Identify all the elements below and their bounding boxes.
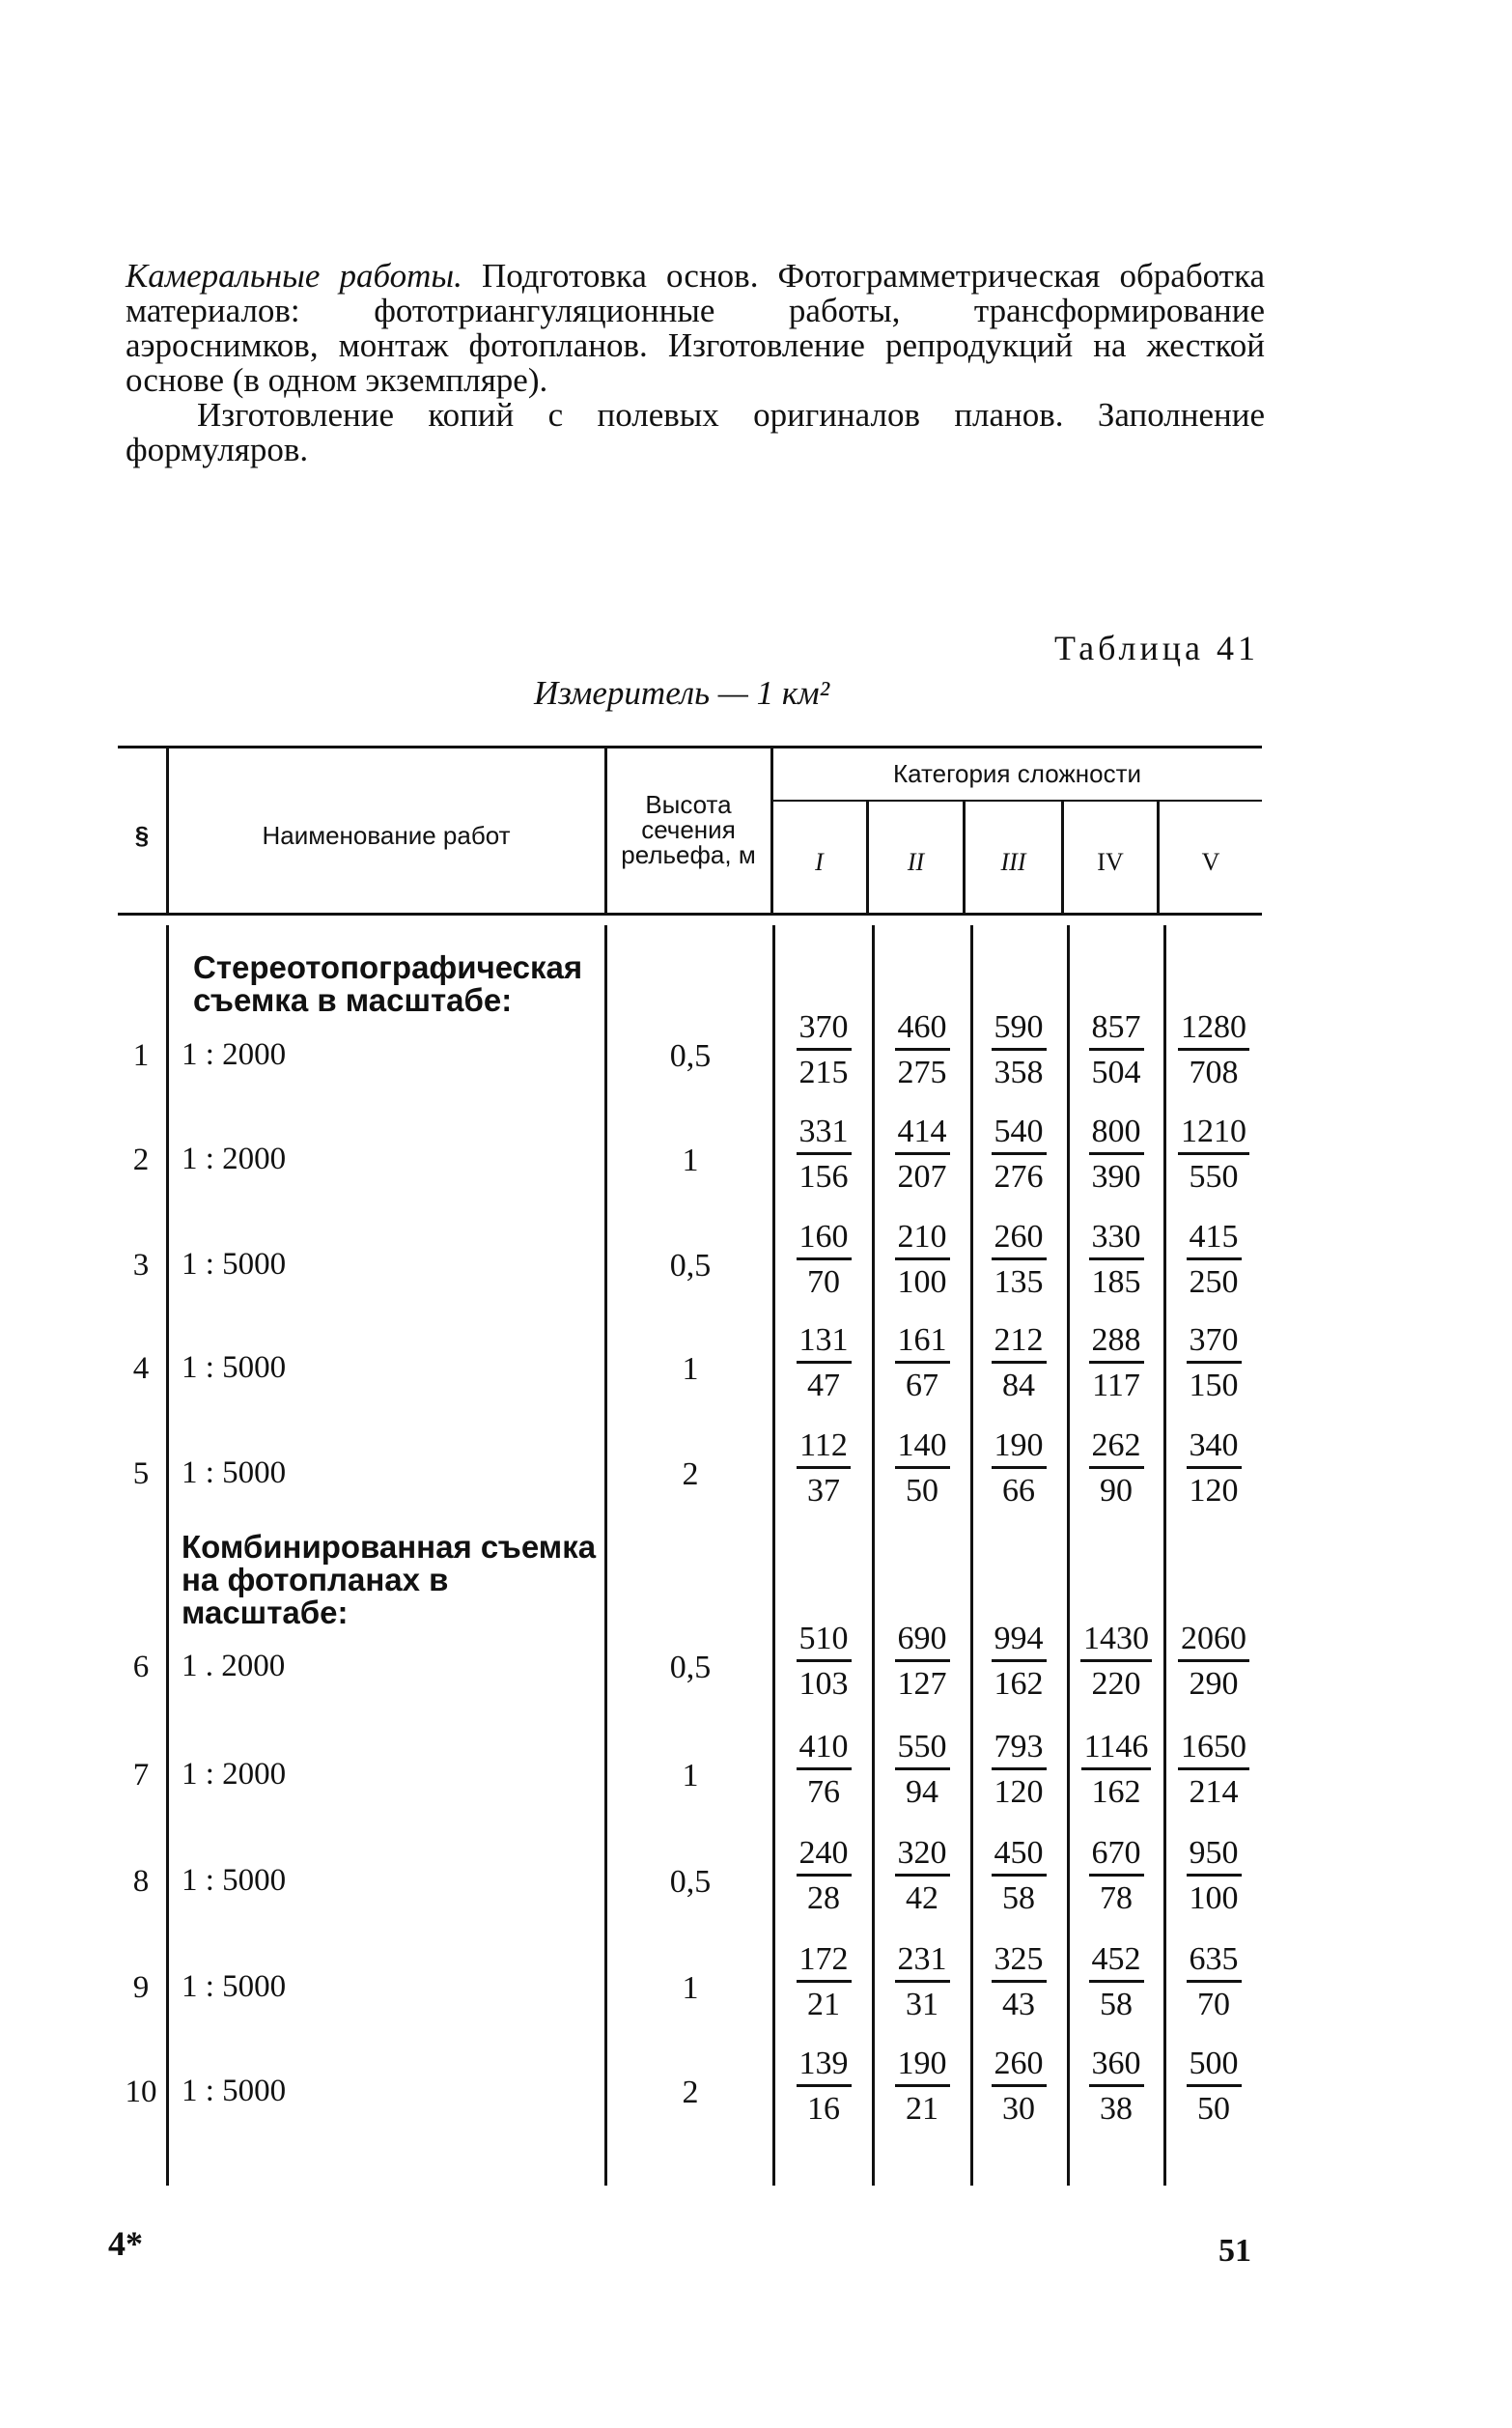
- value-denominator: 162: [1091, 1774, 1141, 1810]
- value-denominator: 31: [906, 1987, 938, 2022]
- value-numerator: 500: [1187, 2044, 1242, 2087]
- value-numerator: 190: [992, 1426, 1047, 1469]
- value-fraction: [970, 1426, 1067, 1513]
- value-numerator: 131: [797, 1320, 852, 1364]
- header-cat-2: II: [907, 848, 925, 876]
- value-denominator: 100: [1189, 1880, 1239, 1916]
- value-fraction: [970, 1939, 1067, 2027]
- value-denominator: 275: [897, 1055, 947, 1090]
- value-numerator: 670: [1089, 1833, 1144, 1877]
- row-relief-height: 0,5: [669, 1248, 712, 1284]
- row-number: 9: [132, 1970, 150, 2005]
- value-fraction: [1068, 1320, 1164, 1408]
- row-relief-height: 0,5: [669, 1864, 712, 1900]
- value-denominator: 21: [906, 2091, 938, 2127]
- row-number: 7: [132, 1758, 150, 1793]
- value-numerator: 590: [992, 1007, 1047, 1051]
- row-relief-height: 1: [682, 1351, 699, 1387]
- value-denominator: 70: [1197, 1987, 1230, 2022]
- value-numerator: 410: [797, 1727, 852, 1770]
- row-scale: 1 : 5000: [182, 1350, 287, 1385]
- value-fraction: [775, 1833, 872, 1921]
- value-denominator: 185: [1091, 1264, 1141, 1300]
- value-numerator: 510: [797, 1619, 852, 1662]
- value-denominator: 250: [1189, 1264, 1239, 1300]
- row-scale: 1 : 5000: [182, 1863, 287, 1898]
- value-denominator: 156: [798, 1159, 849, 1195]
- value-fraction: [970, 1619, 1067, 1707]
- row-scale: 1 : 5000: [182, 1455, 287, 1490]
- row-scale: 1 : 5000: [182, 1969, 287, 2004]
- value-numerator: 1210: [1178, 1112, 1249, 1155]
- table-header-bottom-rule: [118, 913, 1262, 916]
- value-numerator: 262: [1089, 1426, 1144, 1469]
- row-number: 5: [132, 1456, 150, 1491]
- value-denominator: 66: [1002, 1473, 1035, 1509]
- value-numerator: 140: [895, 1426, 950, 1469]
- value-fraction: [1068, 1007, 1164, 1095]
- value-numerator: 320: [895, 1833, 950, 1877]
- row-number: 2: [132, 1143, 150, 1177]
- value-denominator: 276: [994, 1159, 1044, 1195]
- value-numerator: 690: [895, 1619, 950, 1662]
- value-denominator: 215: [798, 1055, 849, 1090]
- value-fraction: [1165, 1619, 1262, 1707]
- section-title-stereo: Стереотопографическая съемка в масштабе:: [193, 949, 583, 1018]
- value-numerator: 414: [895, 1112, 950, 1155]
- header-work-name: Наименование работ: [262, 821, 511, 850]
- value-denominator: 67: [906, 1368, 938, 1403]
- value-denominator: 78: [1100, 1880, 1133, 1916]
- value-fraction: [874, 1320, 970, 1408]
- value-fraction: [970, 1007, 1067, 1095]
- value-numerator: 260: [992, 2044, 1047, 2087]
- value-denominator: 135: [994, 1264, 1044, 1300]
- value-denominator: 358: [994, 1055, 1044, 1090]
- value-fraction: [1068, 2044, 1164, 2132]
- intro-italic-heading: Камеральные работы.: [126, 257, 462, 295]
- value-fraction: [874, 1217, 970, 1305]
- value-fraction: [1165, 1939, 1262, 2027]
- value-denominator: 38: [1100, 2091, 1133, 2127]
- row-scale: 1 : 2000: [182, 1037, 287, 1072]
- value-numerator: 1430: [1080, 1619, 1152, 1662]
- value-denominator: 390: [1091, 1159, 1141, 1195]
- value-numerator: 325: [992, 1939, 1047, 1983]
- row-scale: 1 : 5000: [182, 2074, 287, 2108]
- value-numerator: 112: [797, 1426, 851, 1469]
- value-numerator: 460: [895, 1007, 950, 1051]
- value-numerator: 2060: [1178, 1619, 1249, 1662]
- value-denominator: 21: [807, 1987, 840, 2022]
- value-fraction: [775, 1939, 872, 2027]
- value-denominator: 58: [1002, 1880, 1035, 1916]
- value-fraction: [1165, 1112, 1262, 1200]
- value-fraction: [874, 1007, 970, 1095]
- value-denominator: 50: [906, 1473, 938, 1509]
- intro-paragraph-2: Изготовление копий с полевых оригиналов планов. Заполнение формуляров.: [126, 396, 1265, 468]
- value-denominator: 16: [807, 2091, 840, 2127]
- value-denominator: 162: [994, 1666, 1044, 1702]
- row-relief-height: 2: [682, 2075, 699, 2110]
- value-denominator: 120: [994, 1774, 1044, 1810]
- intro-paragraph-1-text: Подготовка основ. Фотограмметрическая обработка материалов: фототриангуляционные работы, трансформирование аэроснимков, монтаж фотопланов. Изготовление репродукций на жесткой основе (в одном экземпляре).: [126, 257, 1265, 399]
- value-denominator: 94: [906, 1774, 938, 1810]
- value-numerator: 260: [992, 1217, 1047, 1260]
- value-numerator: 340: [1187, 1426, 1242, 1469]
- value-fraction: [1068, 1833, 1164, 1921]
- value-numerator: 415: [1187, 1217, 1242, 1260]
- value-fraction: [1165, 1320, 1262, 1408]
- value-fraction: [1165, 1426, 1262, 1513]
- value-numerator: 331: [797, 1112, 852, 1155]
- value-denominator: 120: [1189, 1473, 1239, 1509]
- row-number: 10: [125, 2075, 157, 2109]
- value-fraction: [970, 1217, 1067, 1305]
- value-denominator: 90: [1100, 1473, 1133, 1509]
- value-numerator: 212: [992, 1320, 1047, 1364]
- value-denominator: 37: [807, 1473, 840, 1509]
- page-number: 51: [1218, 2233, 1251, 2269]
- value-fraction: [775, 1112, 872, 1200]
- value-denominator: 28: [807, 1880, 840, 1916]
- value-denominator: 150: [1189, 1368, 1239, 1403]
- section-title-combined: Комбинированная съемка на фотопланах в масштабе:: [182, 1529, 597, 1630]
- row-relief-height: 0,5: [669, 1650, 712, 1685]
- value-numerator: 360: [1089, 2044, 1144, 2087]
- header-number: §: [134, 821, 150, 850]
- intro-text: [126, 259, 1265, 467]
- value-fraction: [874, 1833, 970, 1921]
- header-divider-2: [604, 748, 607, 913]
- value-fraction: [1165, 1833, 1262, 1921]
- value-numerator: 210: [895, 1217, 950, 1260]
- value-numerator: 1146: [1081, 1727, 1152, 1770]
- value-fraction: [1068, 1112, 1164, 1200]
- category-header-rule: [772, 800, 1262, 802]
- value-denominator: 47: [807, 1368, 840, 1403]
- table-label: Таблица 41: [1054, 629, 1259, 667]
- value-denominator: 103: [798, 1666, 849, 1702]
- value-denominator: 504: [1091, 1055, 1141, 1090]
- value-fraction: [1068, 1426, 1164, 1513]
- value-numerator: 1650: [1178, 1727, 1249, 1770]
- value-fraction: [970, 1320, 1067, 1408]
- value-numerator: 231: [895, 1939, 950, 1983]
- value-fraction: [970, 1112, 1067, 1200]
- header-cat-3: III: [1000, 848, 1026, 876]
- value-denominator: 220: [1091, 1666, 1141, 1702]
- row-number: 3: [132, 1248, 150, 1283]
- row-scale: 1 : 5000: [182, 1247, 287, 1282]
- table-unit: Измеритель — 1 км²: [534, 674, 830, 712]
- value-fraction: [874, 1112, 970, 1200]
- value-numerator: 330: [1089, 1217, 1144, 1260]
- value-fraction: [775, 2044, 872, 2132]
- value-fraction: [970, 2044, 1067, 2132]
- row-relief-height: 0,5: [669, 1038, 712, 1074]
- value-denominator: 550: [1189, 1159, 1239, 1195]
- value-numerator: 450: [992, 1833, 1047, 1877]
- header-cat-5: V: [1201, 848, 1220, 876]
- intro-paragraph-1: [126, 259, 1265, 398]
- row-number: 1: [132, 1038, 150, 1073]
- value-fraction: [1165, 1727, 1262, 1815]
- value-denominator: 76: [807, 1774, 840, 1810]
- value-fraction: [775, 1217, 872, 1305]
- value-fraction: [874, 1426, 970, 1513]
- value-numerator: 635: [1187, 1939, 1242, 1983]
- value-numerator: 370: [1187, 1320, 1242, 1364]
- value-denominator: 127: [897, 1666, 947, 1702]
- table-top-rule: [118, 746, 1262, 748]
- value-numerator: 793: [992, 1727, 1047, 1770]
- value-denominator: 42: [906, 1880, 938, 1916]
- value-fraction: [970, 1833, 1067, 1921]
- row-number: 6: [132, 1650, 150, 1684]
- row-scale: 1 . 2000: [182, 1649, 286, 1683]
- value-fraction: [775, 1426, 872, 1513]
- row-scale: 1 : 2000: [182, 1757, 287, 1792]
- value-numerator: 139: [797, 2044, 852, 2087]
- value-fraction: [874, 1939, 970, 2027]
- value-numerator: 857: [1089, 1007, 1144, 1051]
- value-fraction: [1068, 1939, 1164, 2027]
- body-divider-1: [166, 925, 169, 2186]
- value-numerator: 540: [992, 1112, 1047, 1155]
- value-fraction: [1068, 1727, 1164, 1815]
- value-fraction: [775, 1727, 872, 1815]
- header-cat-1: I: [815, 848, 824, 876]
- row-relief-height: 1: [682, 1758, 699, 1793]
- value-numerator: 994: [992, 1619, 1047, 1662]
- value-numerator: 172: [797, 1939, 852, 1983]
- value-denominator: 50: [1197, 2091, 1230, 2127]
- value-denominator: 30: [1002, 2091, 1035, 2127]
- value-numerator: 550: [895, 1727, 950, 1770]
- value-numerator: 161: [895, 1320, 950, 1364]
- value-fraction: [970, 1727, 1067, 1815]
- value-denominator: 70: [807, 1264, 840, 1300]
- value-denominator: 100: [897, 1264, 947, 1300]
- value-fraction: [775, 1619, 872, 1707]
- value-denominator: 290: [1189, 1666, 1239, 1702]
- value-denominator: 214: [1189, 1774, 1239, 1810]
- header-cat-4: IV: [1097, 848, 1124, 876]
- row-relief-height: 1: [682, 1143, 699, 1178]
- value-fraction: [1068, 1619, 1164, 1707]
- row-relief-height: 2: [682, 1456, 699, 1492]
- value-fraction: [874, 1727, 970, 1815]
- value-denominator: 43: [1002, 1987, 1035, 2022]
- header-relief-height: Высота сечения рельефа, м: [621, 790, 756, 869]
- value-denominator: 84: [1002, 1368, 1035, 1403]
- value-fraction: [874, 2044, 970, 2132]
- value-denominator: 207: [897, 1159, 947, 1195]
- value-numerator: 370: [797, 1007, 852, 1051]
- row-relief-height: 1: [682, 1970, 699, 2006]
- value-numerator: 452: [1089, 1939, 1144, 1983]
- value-fraction: [1068, 1217, 1164, 1305]
- value-numerator: 288: [1089, 1320, 1144, 1364]
- value-numerator: 160: [797, 1217, 852, 1260]
- value-numerator: 950: [1187, 1833, 1242, 1877]
- value-fraction: [874, 1619, 970, 1707]
- header-category: Категория сложности: [892, 759, 1142, 788]
- value-fraction: [1165, 2044, 1262, 2132]
- value-numerator: 190: [895, 2044, 950, 2087]
- row-scale: 1 : 2000: [182, 1142, 287, 1176]
- row-number: 4: [132, 1351, 150, 1386]
- value-denominator: 58: [1100, 1987, 1133, 2022]
- value-numerator: 1280: [1178, 1007, 1249, 1051]
- value-denominator: 708: [1189, 1055, 1239, 1090]
- value-fraction: [775, 1320, 872, 1408]
- value-fraction: [775, 1007, 872, 1095]
- value-denominator: 117: [1092, 1368, 1140, 1403]
- value-numerator: 240: [797, 1833, 852, 1877]
- value-fraction: [1165, 1007, 1262, 1095]
- signature-mark: 4*: [108, 2224, 143, 2263]
- value-numerator: 800: [1089, 1112, 1144, 1155]
- value-fraction: [1165, 1217, 1262, 1305]
- row-number: 8: [132, 1864, 150, 1899]
